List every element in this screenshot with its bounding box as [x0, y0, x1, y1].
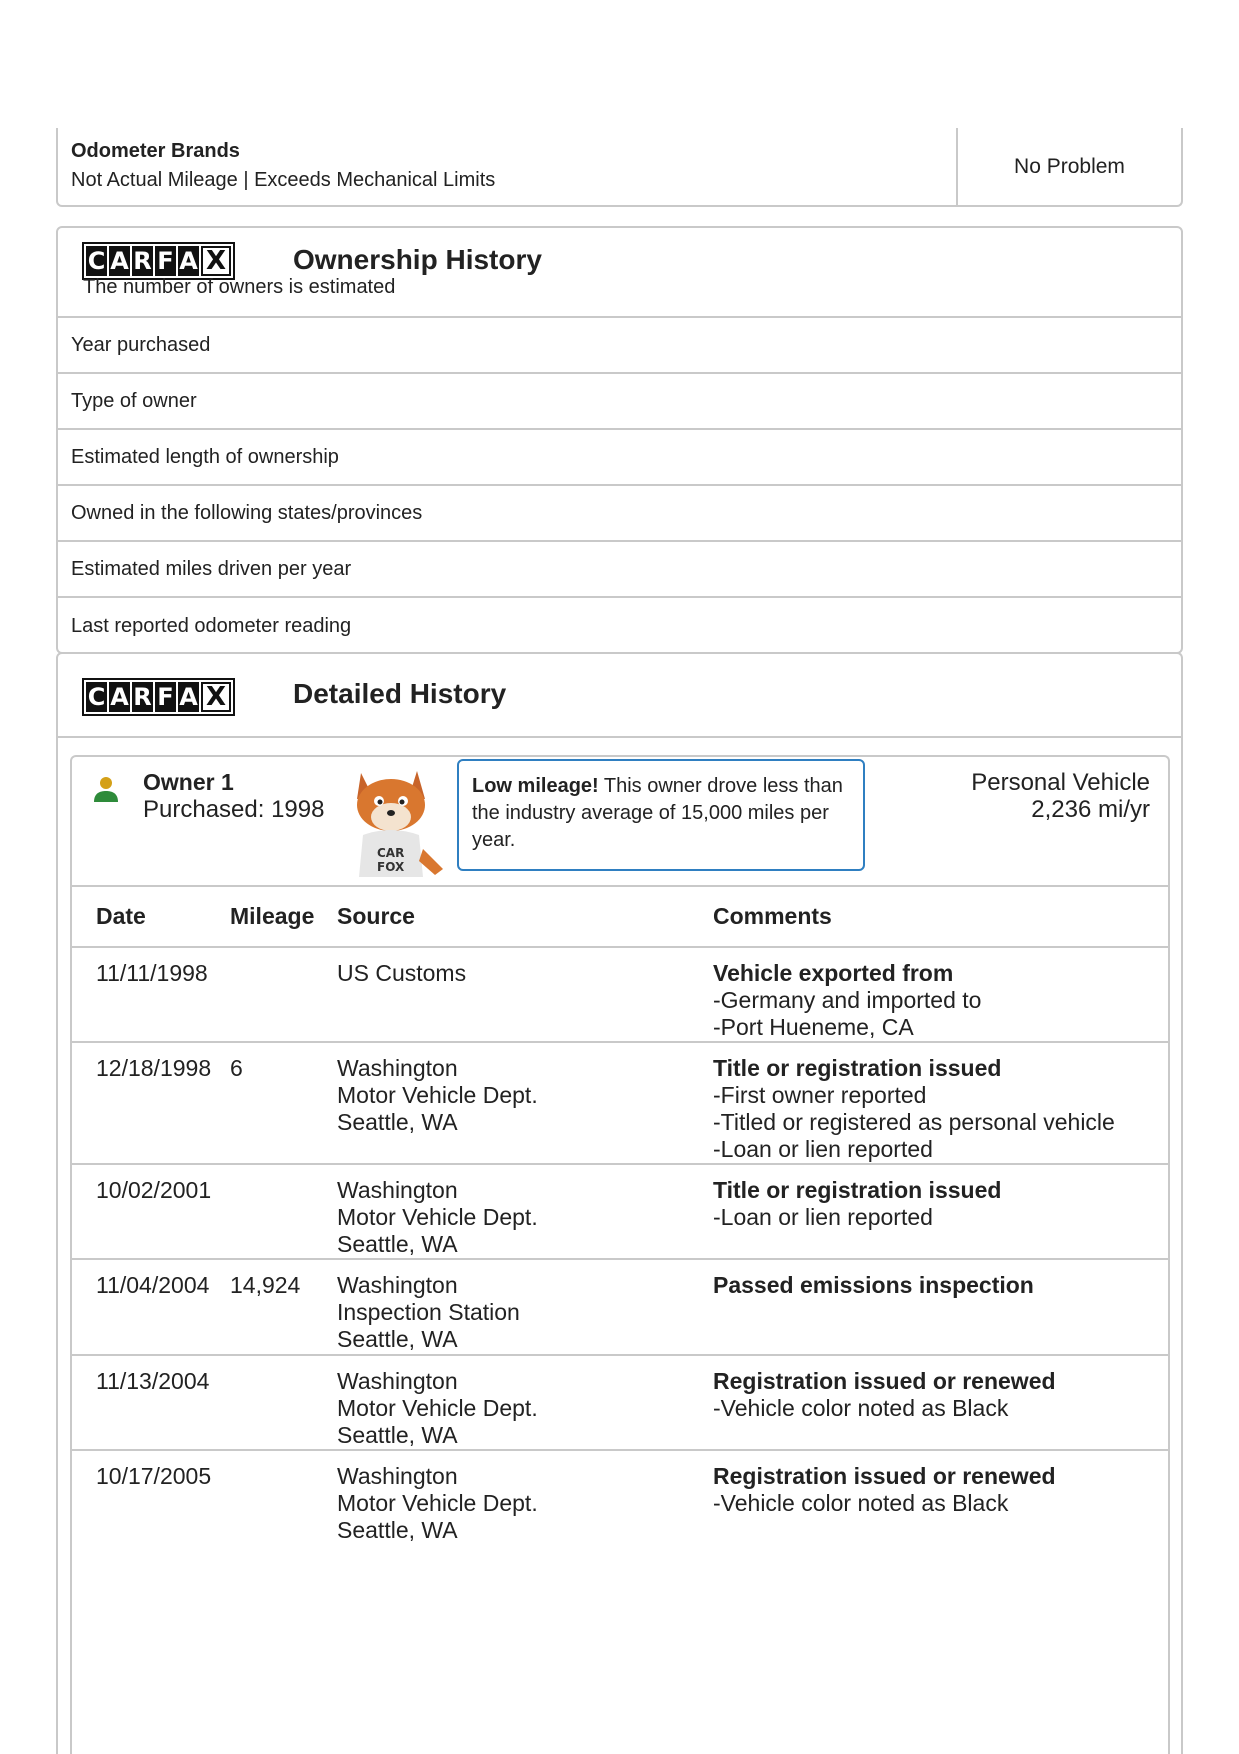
record-source	[337, 1355, 689, 1450]
ownership-row: Owned in the following states/provinces	[58, 486, 1181, 542]
ownership-row: Last reported odometer reading	[71, 614, 352, 637]
odometer-brands-detail: Not Actual Mileage | Exceeds Mechanical Limits	[71, 169, 496, 191]
record-comment-title: Title or registration issued	[713, 1055, 1002, 1081]
record-comment-line: -Vehicle color noted as Black	[713, 1395, 1009, 1421]
table-row	[72, 1164, 1168, 1259]
record-date: 10/02/2001	[72, 1164, 227, 1259]
svg-text:FOX: FOX	[377, 860, 405, 874]
record-comment-title: Registration issued or renewed	[713, 1463, 1056, 1489]
record-comment-title: Vehicle exported from	[713, 960, 954, 986]
column-header-source: Source	[337, 887, 689, 947]
odometer-brands-panel	[56, 128, 1183, 207]
record-source-line: Motor Vehicle Dept.	[337, 1082, 538, 1108]
record-mileage: 6	[227, 1042, 337, 1164]
vehicle-usage	[971, 769, 1150, 823]
logo-letter: F	[155, 682, 176, 712]
column-header-comments: Comments	[689, 887, 1168, 947]
column-header-mileage: Mileage	[227, 887, 337, 947]
ownership-history-subtitle: The number of owners is estimated	[83, 276, 396, 298]
record-source-line: Seattle, WA	[337, 1109, 458, 1135]
callout-bold: Low mileage!	[472, 775, 599, 797]
owner-summary	[72, 757, 1168, 887]
record-date: 11/11/1998	[72, 947, 227, 1042]
record-date: 10/17/2005	[96, 1463, 212, 1489]
record-source-line: Seattle, WA	[337, 1326, 458, 1352]
history-table	[72, 887, 1168, 1545]
logo-letter: A	[179, 683, 198, 711]
record-source-line: Washington	[337, 1055, 458, 1081]
record-source-line: Motor Vehicle Dept.	[337, 1204, 538, 1230]
odometer-brands-info	[58, 128, 958, 205]
table-row	[72, 947, 1168, 1042]
table-row	[72, 1259, 1168, 1355]
ownership-history-header	[58, 228, 1181, 318]
record-comments	[689, 1164, 1168, 1259]
record-source	[337, 947, 689, 1042]
record-comment-line: -Germany and imported to	[713, 987, 982, 1013]
logo-letter: A	[179, 247, 198, 275]
odometer-brands-title: Odometer Brands	[71, 140, 240, 162]
record-comments	[689, 1355, 1168, 1450]
record-source-line: Seattle, WA	[337, 1422, 458, 1448]
detailed-history-header	[58, 654, 1181, 738]
table-row	[72, 1450, 1168, 1545]
logo-letter: C	[87, 247, 106, 275]
record-comments	[689, 1259, 1168, 1355]
history-header-row	[72, 887, 1168, 947]
detailed-history-section	[56, 652, 1183, 1754]
record-comments	[689, 1450, 1168, 1545]
record-mileage	[227, 1164, 337, 1259]
record-date: 11/04/2004	[72, 1259, 227, 1355]
record-mileage: 14,924	[227, 1259, 337, 1355]
record-source	[337, 1259, 689, 1355]
column-header-date: Date	[72, 887, 227, 947]
odometer-brands-status: No Problem	[1014, 154, 1125, 178]
record-mileage	[227, 1355, 337, 1450]
record-comment-title: Registration issued or renewed	[713, 1368, 1056, 1394]
owner-card	[70, 755, 1170, 1754]
record-source-line: Washington	[337, 1368, 458, 1394]
logo-letter: X	[201, 246, 231, 276]
ownership-row: Estimated miles driven per year	[58, 542, 1181, 598]
record-source	[337, 1450, 689, 1545]
logo-letter: X	[201, 682, 231, 712]
logo-letter: F	[155, 246, 176, 276]
record-comment-line: -Loan or lien reported	[713, 1136, 933, 1162]
record-comments	[689, 1042, 1168, 1164]
owner-name: Owner 1	[143, 769, 234, 795]
record-date: 12/18/1998	[72, 1042, 227, 1164]
ownership-row: Year purchased	[58, 318, 1181, 374]
record-comment-title: Passed emissions inspection	[713, 1272, 1034, 1298]
record-source-line: Inspection Station	[337, 1299, 520, 1325]
carfox-mascot-icon	[339, 765, 447, 883]
record-source	[337, 1042, 689, 1164]
detailed-history-title: Detailed History	[293, 678, 507, 709]
ownership-history-title: Ownership History	[293, 244, 542, 275]
logo-letter: A	[110, 683, 129, 711]
record-comment-line: -First owner reported	[713, 1082, 927, 1108]
record-source-line: Motor Vehicle Dept.	[337, 1395, 538, 1421]
record-comment-line: -Port Hueneme, CA	[713, 1014, 914, 1040]
ownership-row: Type of owner	[58, 374, 1181, 430]
record-source	[337, 1164, 689, 1259]
record-mileage	[227, 947, 337, 1042]
logo-letter: C	[87, 683, 106, 711]
table-row	[72, 1355, 1168, 1450]
record-source-line: Washington	[337, 1177, 458, 1203]
record-source-line: Washington	[337, 1272, 458, 1298]
miles-per-year: 2,236 mi/yr	[1031, 796, 1150, 823]
ownership-history-section	[56, 226, 1183, 654]
record-source-line: US Customs	[337, 960, 467, 986]
logo-letter: R	[133, 247, 152, 275]
carfax-logo	[82, 242, 235, 280]
record-source-line: Seattle, WA	[337, 1231, 458, 1257]
record-comment-title: Title or registration issued	[713, 1177, 1002, 1203]
carfax-logo	[82, 678, 235, 716]
owner-person-icon	[92, 775, 120, 803]
vehicle-type: Personal Vehicle	[971, 769, 1150, 796]
record-comment-line: -Titled or registered as personal vehicle	[713, 1109, 1115, 1135]
logo-letter: R	[133, 683, 152, 711]
record-comment-line: -Vehicle color noted as Black	[713, 1490, 1009, 1516]
logo-letter: A	[110, 247, 129, 275]
record-date: 11/13/2004	[72, 1355, 227, 1450]
fox-shirt-text: CAR	[377, 846, 405, 860]
owner-purchased: Purchased: 1998	[143, 796, 325, 823]
low-mileage-callout	[457, 759, 865, 871]
callout-text: This owner drove less than the industry average of 15,000 miles per year.	[472, 775, 843, 851]
table-row	[72, 1042, 1168, 1164]
record-comments	[689, 947, 1168, 1042]
record-mileage	[227, 1450, 337, 1545]
record-source-line: Seattle, WA	[337, 1517, 458, 1543]
record-source-line: Washington	[337, 1463, 458, 1489]
record-comment-line: -Loan or lien reported	[713, 1204, 933, 1230]
record-source-line: Motor Vehicle Dept.	[337, 1490, 538, 1516]
ownership-row: Estimated length of ownership	[58, 430, 1181, 486]
